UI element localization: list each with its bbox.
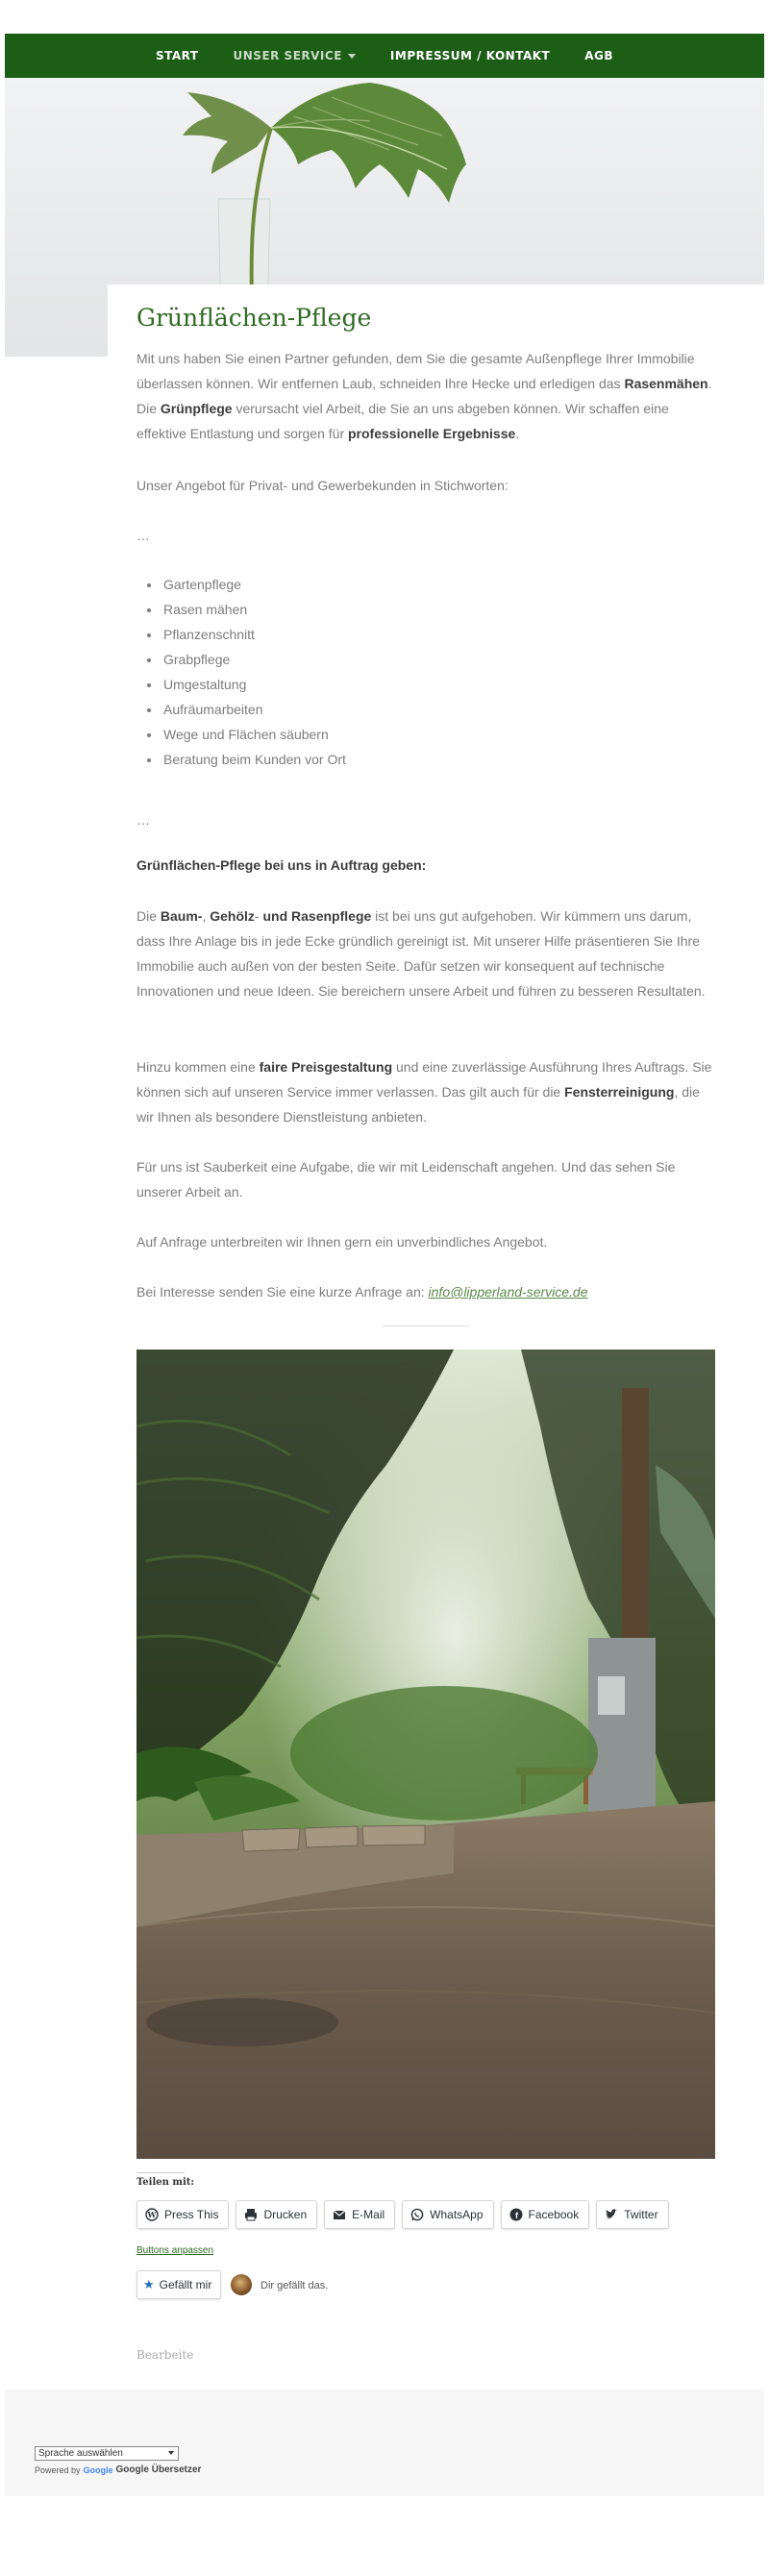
care-text-2: , xyxy=(202,908,211,924)
printer-icon xyxy=(244,2208,258,2221)
share-print-label: Drucken xyxy=(263,2208,308,2221)
language-select-value: Sprache auswählen xyxy=(38,2448,123,2459)
paragraph-care xyxy=(136,904,718,1003)
intro-text-1: Mit uns haben Sie einen Partner gefunden, dem Sie die gesamte Außenpflege Ihrer Immobilie überlassen können. Wir entfernen Laub, schneiden Ihre Hecke und erledigen das xyxy=(136,351,695,391)
ellipsis-bottom: … xyxy=(136,812,150,828)
share-facebook-button[interactable] xyxy=(501,2200,590,2229)
share-email-button[interactable] xyxy=(324,2200,395,2229)
edit-link[interactable]: Bearbeite xyxy=(136,2348,194,2362)
paragraph-pricing xyxy=(136,1054,718,1129)
care-text-3: - xyxy=(254,908,263,924)
nav-label-unser-service: UNSER SERVICE xyxy=(233,49,342,62)
intro-text-4: . xyxy=(515,426,520,441)
like-status-text: Dir gefällt das. xyxy=(260,2280,329,2291)
share-buttons xyxy=(136,2200,669,2229)
avatar xyxy=(231,2274,252,2295)
share-heading: Teilen mit: xyxy=(136,2177,195,2188)
care-bold-2: Gehölz xyxy=(210,908,255,924)
star-icon: ★ xyxy=(143,2277,155,2291)
nav-item-start[interactable] xyxy=(138,49,216,62)
contact-prefix: Bei Interesse senden Sie eine kurze Anfrage an: xyxy=(136,1284,429,1300)
list-item: • Grabpflege xyxy=(161,647,346,672)
intro-bold-2: Grünpflege xyxy=(160,401,233,416)
share-print-button[interactable] xyxy=(236,2200,317,2229)
main-navigation xyxy=(5,34,764,78)
list-item: • Gartenpflege xyxy=(161,572,346,597)
chevron-down-icon xyxy=(348,54,356,59)
intro-text-2: . Die xyxy=(136,376,712,416)
list-item: • Umgestaltung xyxy=(161,672,346,697)
list-item: • Pflanzenschnitt xyxy=(161,622,346,647)
share-email-label: E-Mail xyxy=(352,2208,385,2221)
share-twitter-button[interactable] xyxy=(596,2200,668,2229)
footer xyxy=(5,2390,764,2496)
contact-email-link[interactable]: info@lipperland-service.de xyxy=(428,1284,588,1300)
nav-label-impressum-kontakt: IMPRESSUM / KONTAKT xyxy=(389,49,551,62)
page-title: Grünflächen-Pflege xyxy=(136,304,372,332)
list-item: • Aufräumarbeiten xyxy=(161,697,346,722)
pricing-bold-2: Fensterreinigung xyxy=(564,1084,675,1100)
whatsapp-icon xyxy=(410,2208,424,2221)
care-text-1: Die xyxy=(136,908,161,924)
pricing-text-1: Hinzu kommen eine xyxy=(136,1059,260,1075)
nav-label-agb: AGB xyxy=(584,49,614,62)
share-press-this-button[interactable] xyxy=(136,2200,229,2229)
ellipsis-top: … xyxy=(136,528,150,543)
share-divider xyxy=(136,2172,185,2173)
intro-bold-1: Rasenmähen xyxy=(624,376,708,391)
list-item: • Rasen mähen xyxy=(161,597,346,622)
share-whatsapp-button[interactable] xyxy=(402,2200,493,2229)
list-item: • Beratung beim Kunden vor Ort xyxy=(161,747,346,772)
share-press-this-label: Press This xyxy=(164,2208,219,2221)
service-list xyxy=(136,572,346,772)
svg-text:W: W xyxy=(147,2210,157,2219)
nav-item-impressum-kontakt[interactable] xyxy=(373,49,567,62)
paragraph-offer: Auf Anfrage unterbreiten wir Ihnen gern ein unverbindliches Angebot. xyxy=(136,1234,548,1250)
powered-by-label: Powered by xyxy=(35,2465,81,2475)
chevron-down-icon xyxy=(168,2451,174,2455)
pricing-bold-1: faire Preisgestaltung xyxy=(259,1059,393,1075)
powered-by-google xyxy=(35,2465,201,2475)
care-text-4: ist bei uns gut aufgehoben. Wir kümmern uns darum, dass Ihre Anlage bis in jede Ecke gründlich gereinigt ist. Mit unserer Hilfe präsentieren Sie Ihre Immobilie auch außen von der besten Seite. Dafür setzen wir konsequent auf technische Innovationen und neue Ideen. Sie bereichern unsere Arbeit und führen zu besseren Resultaten. xyxy=(136,908,706,999)
facebook-icon xyxy=(509,2208,523,2221)
intro-bold-3: professionelle Ergebnisse xyxy=(348,426,516,441)
garden-path-image xyxy=(136,1350,715,2159)
care-bold-1: Baum- xyxy=(160,908,203,924)
separator xyxy=(383,1325,469,1326)
google-logo: Google xyxy=(83,2465,113,2475)
paragraph-cleanliness: Für uns ist Sauberkeit eine Aufgabe, die wir mit Leidenschaft angehen. Und das sehen Sie unserer Arbeit an. xyxy=(136,1159,676,1200)
like-button[interactable] xyxy=(136,2270,221,2299)
language-select[interactable] xyxy=(35,2446,179,2461)
share-facebook-label: Facebook xyxy=(528,2208,580,2221)
contact-line xyxy=(136,1279,718,1304)
offer-intro: Unser Angebot für Privat- und Gewerbekunden in Stichworten: xyxy=(136,478,509,493)
svg-text:f: f xyxy=(514,2211,518,2220)
nav-item-unser-service[interactable] xyxy=(216,49,373,62)
pricing-text-2: und eine zuverlässige Ausführung Ihres Auftrags. Sie können sich auf unseren Service immer verlassen. Das gilt auch für die xyxy=(136,1059,712,1100)
envelope-icon xyxy=(333,2208,346,2221)
share-twitter-label: Twitter xyxy=(624,2208,658,2221)
google-translate-link[interactable]: Google Übersetzer xyxy=(115,2465,202,2475)
order-heading: Grünflächen-Pflege bei uns in Auftrag geben: xyxy=(136,857,427,873)
pricing-text-3: , die wir Ihnen als besondere Dienstleistung anbieten. xyxy=(136,1084,700,1125)
care-bold-3: und Rasenpflege xyxy=(262,908,372,924)
like-label: Gefällt mir xyxy=(159,2278,212,2291)
share-whatsapp-label: WhatsApp xyxy=(430,2208,484,2221)
twitter-icon xyxy=(605,2208,618,2221)
customize-buttons-link[interactable]: Buttons anpassen xyxy=(136,2245,214,2256)
nav-item-agb[interactable] xyxy=(567,49,631,62)
wordpress-icon xyxy=(145,2208,159,2221)
nav-label-start: START xyxy=(155,49,199,62)
intro-paragraph xyxy=(136,346,718,446)
list-item: • Wege und Flächen säubern xyxy=(161,722,346,747)
intro-text-3: verursacht viel Arbeit, die Sie an uns abgeben können. Wir schaffen eine effektive Entlastung und sorgen für xyxy=(136,401,669,441)
